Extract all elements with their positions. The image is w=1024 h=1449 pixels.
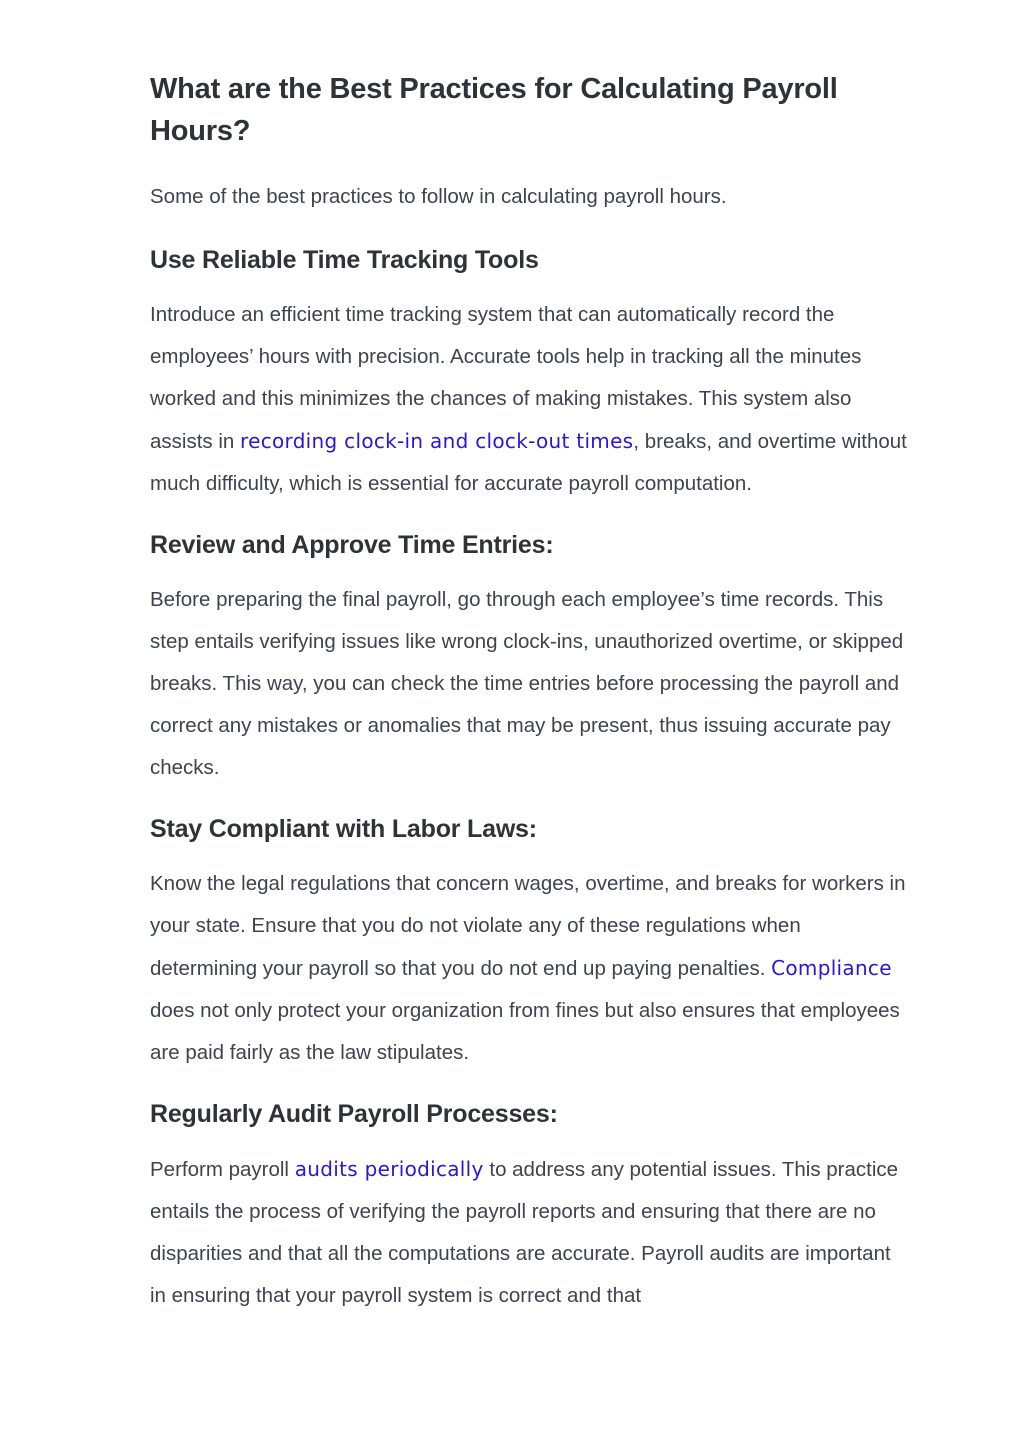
intro-paragraph: Some of the best practices to follow in calculating payroll hours. <box>150 185 727 208</box>
section-paragraph <box>150 1148 910 1317</box>
article <box>150 68 910 1339</box>
recording-clock-times-link[interactable]: recording clock-in and clock-out times <box>240 429 634 453</box>
section-review-time-entries <box>150 527 910 789</box>
section-audit-payroll <box>150 1096 910 1317</box>
section-heading: Review and Approve Time Entries: <box>150 531 554 559</box>
page-title: What are the Best Practices for Calculating Payroll Hours? <box>150 73 838 147</box>
paragraph-text: Know the legal regulations that concern wages, overtime, and breaks for workers in your state. Ensure that you do not violate any of these regulations when determining your payroll so that you do not end up paying penalties. <box>150 872 906 980</box>
section-heading: Stay Compliant with Labor Laws: <box>150 815 537 843</box>
section-paragraph: Before preparing the final payroll, go through each employee’s time records. This step entails verifying issues like wrong clock-ins, unauthorized overtime, or skipped breaks. This way, you can check the time entries before processing the payroll and correct any mistakes or anomalies that may be present, thus issuing accurate pay checks. <box>150 588 904 779</box>
paragraph-text: does not only protect your organization from fines but also ensures that employees are paid fairly as the law stipulates. <box>150 999 900 1064</box>
section-paragraph <box>150 863 910 1074</box>
section-labor-laws <box>150 811 910 1074</box>
paragraph-text: to address any potential issues. This practice entails the process of verifying the payroll reports and ensuring that there are no disparities and that all the computations are accurate. Payroll audits are important in ensuring that your payroll system is correct and that <box>150 1158 899 1307</box>
section-heading: Use Reliable Time Tracking Tools <box>150 246 539 274</box>
audits-periodically-link[interactable]: audits periodically <box>294 1157 484 1181</box>
paragraph-text: Perform payroll <box>150 1158 295 1181</box>
compliance-link[interactable]: Compliance <box>771 956 892 980</box>
section-time-tracking-tools <box>150 242 910 505</box>
section-heading: Regularly Audit Payroll Processes: <box>150 1100 558 1128</box>
paragraph-text: Introduce an efficient time tracking system that can automatically record the employees’ hours with precision. Accurate tools help in tracking all the minutes worked and this minimizes the chances of making mistakes. This system also assists in <box>150 303 862 453</box>
section-paragraph <box>150 294 910 505</box>
paragraph-text: , breaks, and overtime without much difficulty, which is essential for accurate payroll computation. <box>150 430 907 495</box>
